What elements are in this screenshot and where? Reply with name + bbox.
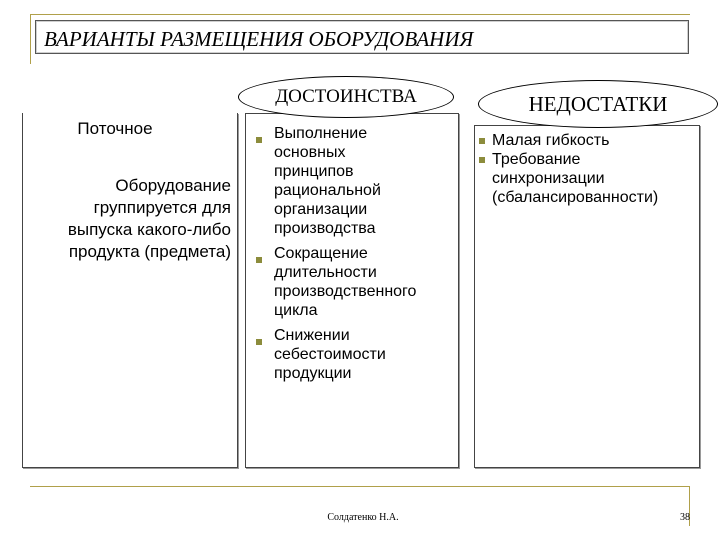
frame-line-left	[30, 14, 31, 64]
page-number: 38	[680, 512, 690, 523]
variant-description-line: группируется для	[93, 198, 231, 217]
variant-description-line: Оборудование	[115, 176, 231, 195]
footer-author: Солдатенко Н.А.	[327, 512, 399, 523]
advantages-header: ДОСТОИНСТВА	[238, 76, 454, 118]
variant-panel	[22, 113, 238, 468]
variant-description	[23, 175, 231, 263]
bullet-square-icon	[479, 138, 485, 144]
disadvantage-item: Требование синхронизации (сбалансированности)	[479, 150, 699, 207]
slide-title: ВАРИАНТЫ РАЗМЕЩЕНИЯ ОБОРУДОВАНИЯ	[44, 27, 474, 51]
advantage-item: Выполнение основных принципов рациональной организации производства	[256, 124, 456, 238]
bullet-square-icon	[256, 339, 262, 345]
bullet-square-icon	[479, 157, 485, 163]
disadvantages-panel	[474, 125, 700, 468]
advantage-item: Сокращение длительности производственного цикла	[256, 244, 456, 320]
advantages-list	[256, 124, 456, 389]
disadvantage-item: Малая гибкость	[479, 131, 699, 150]
bullet-square-icon	[256, 137, 262, 143]
disadvantages-list	[479, 131, 699, 207]
frame-line-top	[30, 14, 690, 15]
frame-line-bottom	[30, 486, 690, 487]
variant-name: Поточное	[77, 119, 153, 138]
disadvantages-header: НЕДОСТАТКИ	[478, 80, 718, 128]
bullet-square-icon	[256, 257, 262, 263]
slide-title-box	[35, 20, 689, 54]
advantage-item: Снижении себестоимости продукции	[256, 326, 456, 383]
advantages-panel	[245, 113, 459, 468]
variant-description-line: выпуска какого-либо	[67, 220, 231, 239]
variant-description-line: продукта (предмета)	[68, 242, 231, 261]
